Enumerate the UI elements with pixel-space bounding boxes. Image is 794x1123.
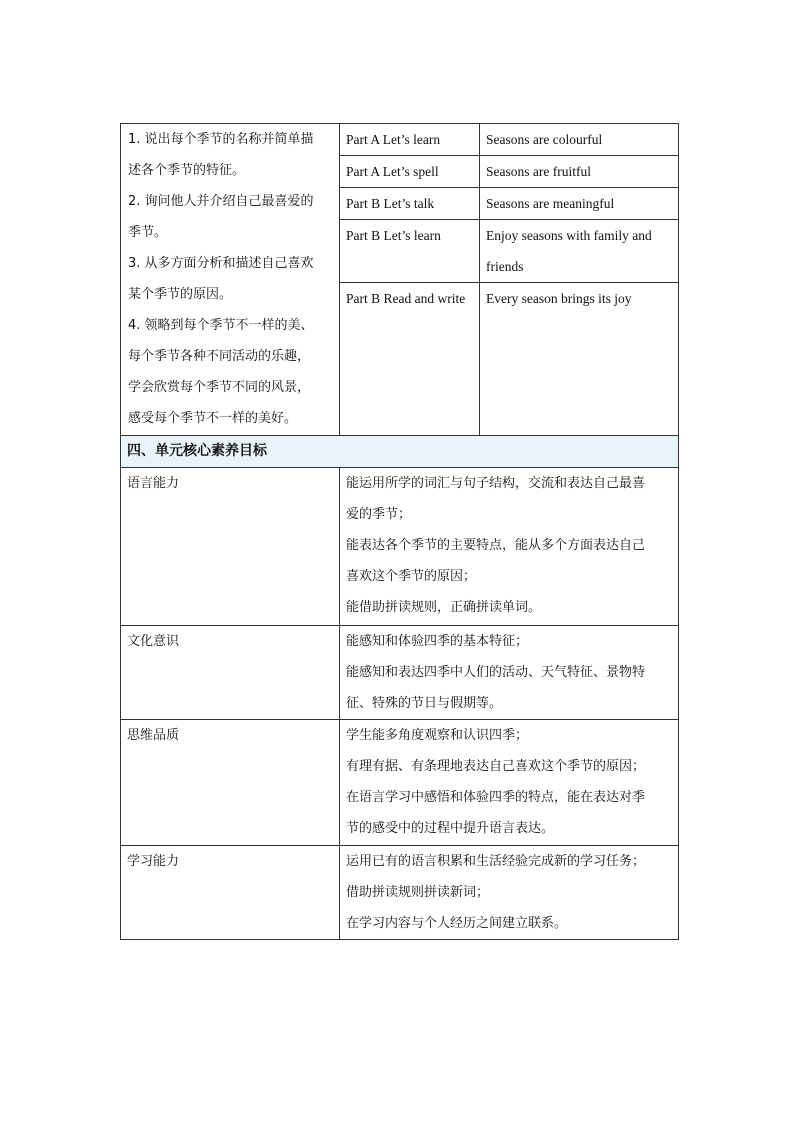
lesson-topic-line: Enjoy seasons with family and [486, 228, 652, 243]
lesson-part: Part A Let’s learn [340, 124, 480, 156]
competency-description [340, 626, 679, 720]
core-competency-table [120, 435, 679, 940]
lesson-topic-line: Seasons are colourful [486, 132, 603, 147]
description-line: 学生能多角度观察和认识四季； [346, 728, 529, 743]
objective-line: 感受每个季节不一样的美好。 [128, 411, 298, 426]
description-line: 能表达各个季节的主要特点，能从多个方面表达自己 [346, 538, 646, 553]
objective-line: 季节。 [128, 225, 168, 240]
lesson-part: Part A Let’s spell [340, 156, 480, 188]
description-line: 爱的季节； [346, 507, 412, 522]
competency-label: 文化意识 [121, 626, 340, 720]
lesson-topic [480, 188, 679, 220]
description-line: 运用已有的语言积累和生活经验完成新的学习任务； [346, 854, 646, 869]
lesson-part: Part B Read and write [340, 283, 480, 436]
lesson-topic [480, 220, 679, 283]
section-heading: 四、单元核心素养目标 [121, 436, 679, 468]
objective-line: 述各个季节的特征。 [128, 163, 246, 178]
description-line: 借助拼读规则拼读新词； [346, 885, 490, 900]
description-line: 能借助拼读规则，正确拼读单词。 [346, 600, 542, 615]
lesson-topic-line: friends [486, 259, 524, 274]
objective-line: 4. 领略到每个季节不一样的美、 [128, 318, 314, 333]
lesson-topic-line: Every season brings its joy [486, 291, 632, 306]
description-line: 征、特殊的节日与假期等。 [346, 696, 503, 711]
lesson-topic-line: Seasons are fruitful [486, 164, 591, 179]
competency-description [340, 468, 679, 626]
lesson-topic [480, 156, 679, 188]
description-line: 能运用所学的词汇与句子结构，交流和表达自己最喜 [346, 476, 646, 491]
competency-label: 学习能力 [121, 846, 340, 940]
objective-line: 3. 从多方面分析和描述自己喜欢 [128, 256, 314, 271]
lesson-table [120, 123, 679, 436]
unit-objectives-cell [121, 124, 340, 436]
lesson-part: Part B Let’s learn [340, 220, 480, 283]
description-line: 喜欢这个季节的原因； [346, 569, 477, 584]
lesson-topic [480, 124, 679, 156]
objective-line: 1. 说出每个季节的名称并简单描 [128, 132, 314, 147]
competency-description [340, 720, 679, 846]
lesson-topic [480, 283, 679, 436]
description-line: 在学习内容与个人经历之间建立联系。 [346, 916, 568, 931]
competency-label: 语言能力 [121, 468, 340, 626]
description-line: 在语言学习中感悟和体验四季的特点，能在表达对季 [346, 790, 646, 805]
objective-line: 每个季节各种不同活动的乐趣， [128, 349, 311, 364]
competency-description [340, 846, 679, 940]
objective-line: 2. 询问他人并介绍自己最喜爱的 [128, 194, 314, 209]
description-line: 能感知和体验四季的基本特征； [346, 634, 529, 649]
description-line: 有理有据、有条理地表达自己喜欢这个季节的原因； [346, 759, 646, 774]
description-line: 能感知和表达四季中人们的活动、天气特征、景物特 [346, 665, 646, 680]
objective-line: 学会欣赏每个季节不同的风景， [128, 380, 311, 395]
lesson-part: Part B Let’s talk [340, 188, 480, 220]
lesson-topic-line: Seasons are meaningful [486, 196, 615, 211]
description-line: 节的感受中的过程中提升语言表达。 [346, 821, 555, 836]
competency-label: 思维品质 [121, 720, 340, 846]
objective-line: 某个季节的原因。 [128, 287, 233, 302]
